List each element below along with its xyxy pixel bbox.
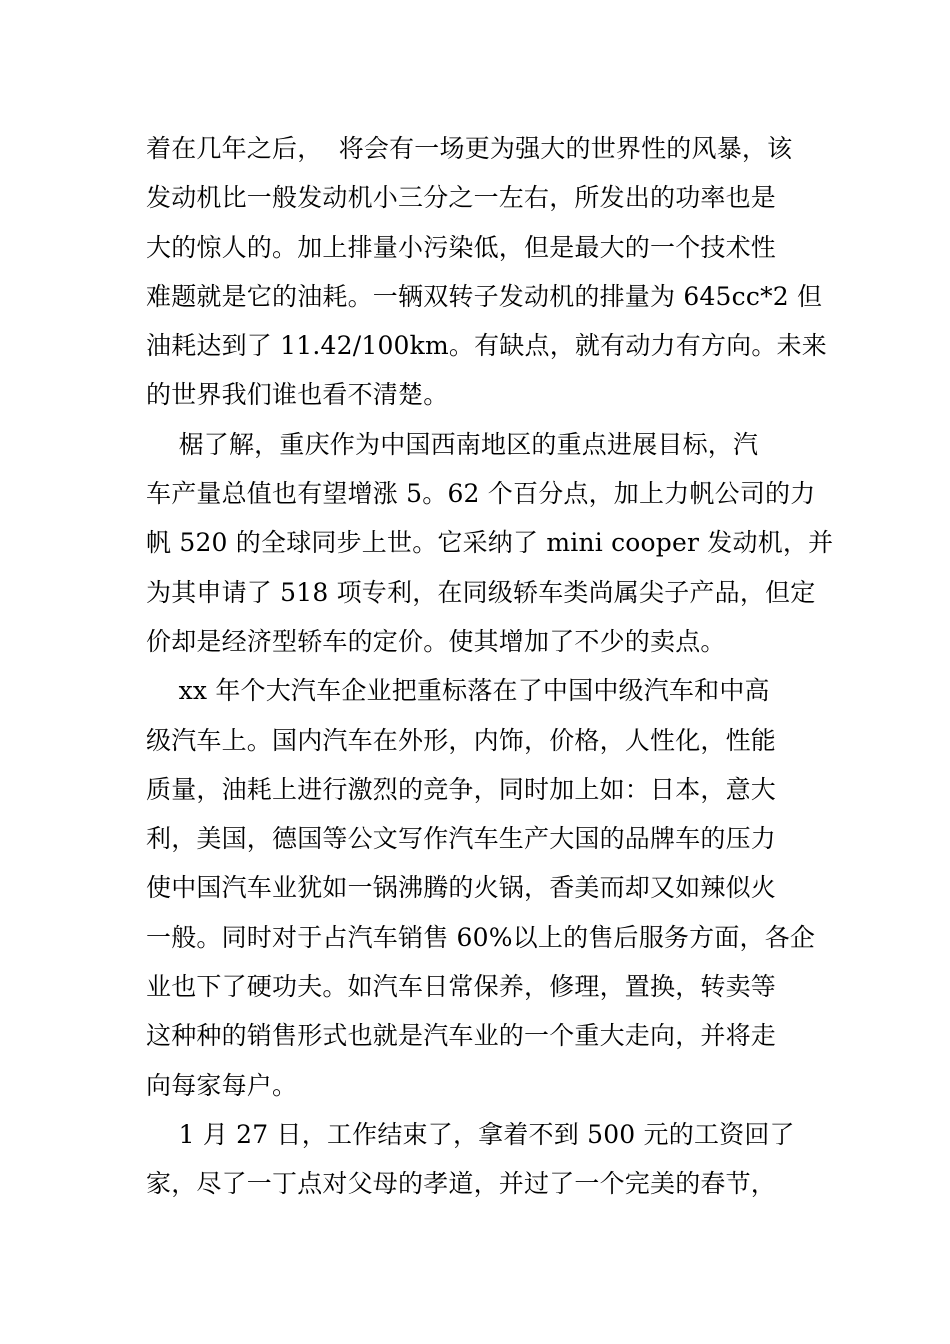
text-line-20: 向每家每户。: [146, 1070, 298, 1100]
text-line-9: 帆 520 的全球同步上世。它采纳了 mini cooper 发动机，并: [146, 528, 834, 558]
text-line-22: 家，尽了一丁点对父母的孝道，并过了一个完美的春节，: [146, 1169, 777, 1199]
text-line-11: 价却是经济型轿车的定价。使其增加了不少的卖点。: [146, 626, 726, 656]
text-line-13: 级汽车上。国内汽车在外形，内饰，价格，人性化，性能: [146, 725, 777, 755]
text-line-14: 质量，油耗上进行激烈的竞争，同时加上如：日本，意大: [146, 774, 777, 804]
text-line-12: xx 年个大汽车企业把重标落在了中国中级汽车和中高: [146, 676, 770, 706]
text-line-16: 使中国汽车业犹如一锅沸腾的火锅，香美而却又如辣似火: [146, 873, 777, 903]
text-line-8: 车产量总值也有望增涨 5。62 个百分点，加上力帆公司的力: [146, 479, 816, 509]
body-text: [146, 124, 834, 1209]
text-line-18: 业也下了硬功夫。如汽车日常保养，修理，置换，转卖等: [146, 972, 777, 1002]
text-line-21: 1 月 27 日，工作结束了，拿着不到 500 元的工资回了: [146, 1119, 795, 1149]
text-line-1: 着在几年之后， 将会有一场更为强大的世界性的风暴，该: [146, 134, 793, 163]
text-line-15: 利，美国，德国等公文写作汽车生产大国的品牌车的压力: [146, 824, 777, 854]
text-line-4: 难题就是它的油耗。一辆双转子发动机的排量为 645cc*2 但: [146, 281, 823, 311]
text-line-7: 椐了解，重庆作为中国西南地区的重点进展目标，汽: [146, 429, 759, 459]
text-line-10: 为其申请了 518 项专利，在同级轿车类尚属尖子产品，但定: [146, 577, 816, 607]
text-line-3: 大的惊人的。加上排量小污染低，但是最大的一个技术性: [146, 232, 777, 262]
text-line-5: 油耗达到了 11.42/100km。有缺点，就有动力有方向。未来: [146, 331, 827, 361]
text-line-17: 一般。同时对于占汽车销售 60%以上的售后服务方面，各企: [146, 922, 816, 952]
text-line-2: 发动机比一般发动机小三分之一左右，所发出的功率也是: [146, 183, 777, 213]
text-line-6: 的世界我们谁也看不清楚。: [146, 380, 449, 410]
text-line-19: 这种种的销售形式也就是汽车业的一个重大走向，并将走: [146, 1021, 777, 1051]
